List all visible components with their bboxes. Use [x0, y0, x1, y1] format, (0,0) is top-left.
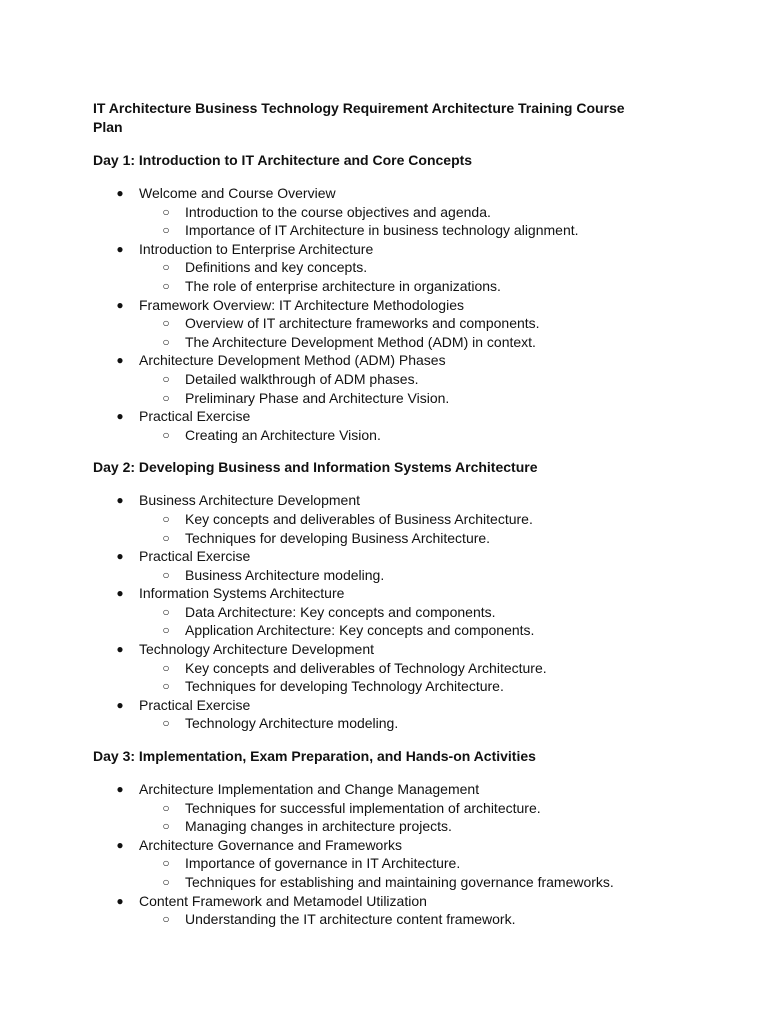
subtopic-label: Creating an Architecture Vision.	[185, 426, 381, 443]
topic-item	[93, 351, 693, 407]
subtopic-list	[139, 258, 693, 295]
filled-bullet-icon: ●	[116, 697, 124, 712]
topic-item	[93, 640, 693, 696]
filled-bullet-icon: ●	[116, 549, 124, 564]
subtopic-list	[139, 203, 693, 240]
subtopic-list	[139, 799, 693, 836]
subtopic-item	[139, 714, 693, 733]
day-heading: Day 2: Developing Business and Information Systems Architecture	[93, 459, 538, 476]
document-title: IT Architecture Business Technology Requirement Architecture Training Course Plan	[93, 100, 625, 135]
subtopic-list	[139, 659, 693, 696]
subtopic-label: Techniques for successful implementation of architecture.	[185, 799, 541, 816]
topic-label: Architecture Implementation and Change Management	[139, 781, 480, 798]
subtopic-list	[139, 910, 693, 929]
hollow-bullet-icon: ○	[162, 390, 170, 405]
subtopic-list	[139, 426, 693, 445]
topic-item	[93, 491, 693, 547]
day-heading: Day 1: Introduction to IT Architecture and Core Concepts	[93, 152, 473, 168]
filled-bullet-icon: ●	[116, 241, 124, 256]
topic-item	[93, 184, 693, 240]
subtopic-item	[139, 910, 693, 929]
topic-item	[93, 584, 693, 640]
subtopic-item	[139, 603, 693, 622]
subtopic-label: Definitions and key concepts.	[185, 259, 368, 276]
subtopic-label: Detailed walkthrough of ADM phases.	[185, 370, 419, 387]
topic-item	[93, 547, 693, 584]
topic-item	[93, 407, 693, 444]
subtopic-label: The Architecture Development Method (ADM) in context.	[185, 333, 536, 350]
hollow-bullet-icon: ○	[162, 427, 170, 442]
subtopic-item	[139, 659, 693, 678]
hollow-bullet-icon: ○	[162, 679, 170, 694]
topic-label: Architecture Governance and Frameworks	[139, 836, 402, 853]
subtopic-item	[139, 677, 693, 696]
hollow-bullet-icon: ○	[162, 716, 170, 731]
subtopic-label: Overview of IT architecture frameworks and components.	[185, 315, 540, 332]
subtopic-list	[139, 714, 693, 733]
subtopic-item	[139, 258, 693, 277]
hollow-bullet-icon: ○	[162, 623, 170, 638]
topic-item	[93, 780, 693, 836]
hollow-bullet-icon: ○	[162, 875, 170, 889]
subtopic-label: Technology Architecture modeling.	[185, 715, 399, 732]
filled-bullet-icon: ●	[116, 297, 124, 312]
topic-list	[93, 780, 693, 929]
topic-label: Introduction to Enterprise Architecture	[139, 240, 374, 257]
day-section	[93, 151, 693, 444]
subtopic-item	[139, 529, 693, 548]
hollow-bullet-icon: ○	[162, 567, 170, 582]
topic-item	[93, 696, 693, 733]
filled-bullet-icon: ●	[116, 493, 124, 508]
topic-item	[93, 296, 693, 352]
filled-bullet-icon: ●	[116, 409, 124, 424]
subtopic-item	[139, 203, 693, 222]
topic-label: Practical Exercise	[139, 548, 251, 565]
topic-label: Framework Overview: IT Architecture Methodologies	[139, 296, 464, 313]
filled-bullet-icon: ●	[116, 837, 124, 852]
hollow-bullet-icon: ○	[162, 912, 170, 927]
document-page	[93, 99, 693, 943]
topic-label: Practical Exercise	[139, 696, 251, 713]
hollow-bullet-icon: ○	[162, 604, 170, 619]
subtopic-label: Key concepts and deliverables of Business Architecture.	[185, 510, 533, 527]
subtopic-item	[139, 817, 693, 836]
course-days	[93, 151, 693, 929]
day-section	[93, 458, 693, 733]
subtopic-item	[139, 333, 693, 352]
subtopic-item	[139, 221, 693, 240]
day-heading: Day 3: Implementation, Exam Preparation, and Hands-on Activities	[93, 748, 536, 765]
hollow-bullet-icon: ○	[162, 223, 170, 238]
topic-label: Content Framework and Metamodel Utilization	[139, 892, 427, 909]
hollow-bullet-icon: ○	[162, 204, 170, 219]
hollow-bullet-icon: ○	[162, 530, 170, 545]
filled-bullet-icon: ●	[116, 782, 124, 797]
subtopic-item	[139, 314, 693, 333]
subtopic-label: Data Architecture: Key concepts and components.	[185, 603, 496, 620]
subtopic-item	[139, 370, 693, 389]
filled-bullet-icon: ●	[116, 893, 124, 908]
subtopic-list	[139, 510, 693, 547]
filled-bullet-icon: ●	[116, 642, 124, 657]
subtopic-item	[139, 277, 693, 296]
subtopic-list	[139, 854, 693, 891]
subtopic-label: Techniques for developing Business Architecture.	[185, 529, 491, 546]
day-section	[93, 747, 693, 929]
topic-list	[93, 184, 693, 444]
topic-label: Practical Exercise	[139, 408, 251, 425]
hollow-bullet-icon: ○	[162, 334, 170, 349]
subtopic-label: Preliminary Phase and Architecture Vision.	[185, 389, 450, 406]
hollow-bullet-icon: ○	[162, 260, 170, 275]
subtopic-item	[139, 510, 693, 529]
subtopic-list	[139, 370, 693, 407]
subtopic-label: Application Architecture: Key concepts and components.	[185, 622, 535, 639]
subtopic-label: Importance of IT Architecture in business technology alignment.	[185, 222, 579, 239]
subtopic-label: Importance of governance in IT Architecture.	[185, 855, 461, 872]
topic-item	[93, 240, 693, 296]
filled-bullet-icon: ●	[116, 186, 124, 200]
hollow-bullet-icon: ○	[162, 278, 170, 293]
subtopic-list	[139, 566, 693, 585]
subtopic-item	[139, 389, 693, 408]
topic-label: Architecture Development Method (ADM) Phases	[139, 352, 446, 369]
hollow-bullet-icon: ○	[162, 511, 170, 526]
hollow-bullet-icon: ○	[162, 316, 170, 331]
topic-item	[93, 836, 693, 892]
subtopic-label: Managing changes in architecture projects.	[185, 818, 452, 835]
subtopic-list	[139, 603, 693, 640]
subtopic-list	[139, 314, 693, 351]
hollow-bullet-icon: ○	[162, 800, 170, 815]
topic-label: Information Systems Architecture	[139, 585, 345, 602]
subtopic-label: Understanding the IT architecture content framework.	[185, 911, 516, 928]
subtopic-item	[139, 873, 693, 892]
topic-label: Welcome and Course Overview	[139, 185, 336, 201]
filled-bullet-icon: ●	[116, 353, 124, 368]
subtopic-label: Key concepts and deliverables of Technology Architecture.	[185, 659, 547, 676]
topic-list	[93, 491, 693, 733]
hollow-bullet-icon: ○	[162, 371, 170, 386]
topic-item	[93, 892, 693, 929]
hollow-bullet-icon: ○	[162, 660, 170, 675]
topic-label: Technology Architecture Development	[139, 641, 375, 658]
hollow-bullet-icon: ○	[162, 819, 170, 834]
subtopic-item	[139, 621, 693, 640]
subtopic-label: Business Architecture modeling.	[185, 566, 385, 583]
subtopic-item	[139, 854, 693, 873]
subtopic-item	[139, 566, 693, 585]
subtopic-item	[139, 799, 693, 818]
filled-bullet-icon: ●	[116, 586, 124, 601]
subtopic-label: Techniques for developing Technology Architecture.	[185, 678, 504, 695]
subtopic-label: Techniques for establishing and maintaining governance frameworks.	[185, 874, 614, 890]
subtopic-item	[139, 426, 693, 445]
hollow-bullet-icon: ○	[162, 856, 170, 871]
subtopic-label: Introduction to the course objectives and agenda.	[185, 203, 491, 220]
subtopic-label: The role of enterprise architecture in organizations.	[185, 277, 501, 294]
topic-label: Business Architecture Development	[139, 492, 360, 509]
